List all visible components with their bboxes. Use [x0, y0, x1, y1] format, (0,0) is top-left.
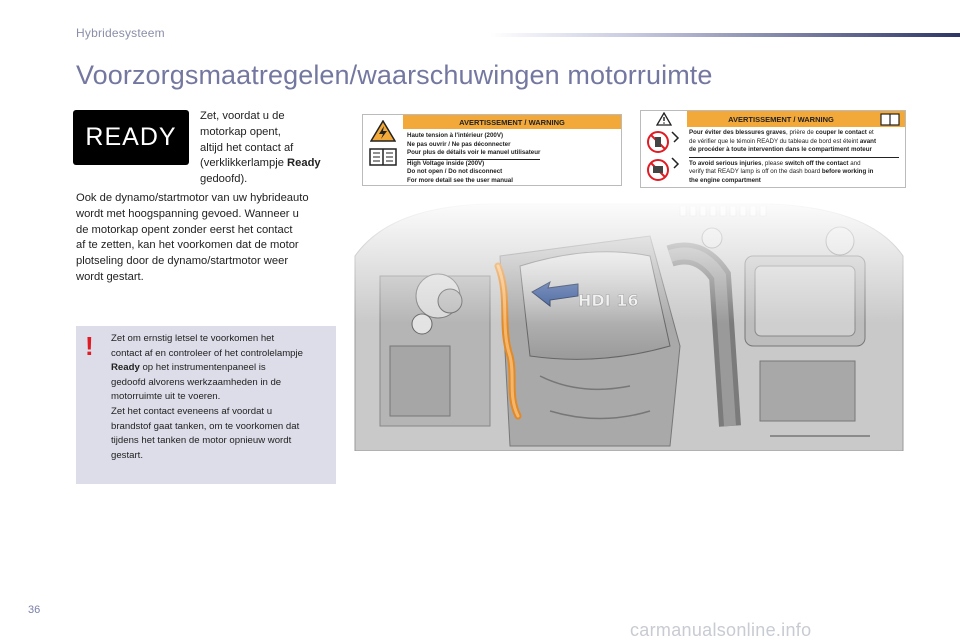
label-fragment: verify that READY lamp is off on the dash board — [689, 168, 821, 175]
label-fragment: Pour éviter des blessures graves — [689, 129, 786, 136]
ready-keyword: Ready — [111, 362, 140, 374]
high-voltage-triangle-icon — [370, 120, 396, 142]
label-fragment: couper le contact — [815, 129, 867, 136]
header-rule — [490, 33, 960, 37]
warning-line: gedoofd alvorens werkzaamheden in de — [111, 376, 282, 388]
label-header: AVERTISSEMENT / WARNING — [687, 111, 875, 127]
warning-line: motorruimte uit te voeren. — [111, 391, 221, 403]
ready-badge-label: READY — [85, 123, 177, 151]
label-line: For more detail see the user manual — [407, 176, 513, 184]
ready-indicator-badge — [73, 110, 189, 165]
label-fragment: the engine compartment — [689, 176, 761, 184]
paragraph-line: wordt gestart. — [76, 270, 144, 283]
warning-text-fragment: op het instrumentenpaneel is — [142, 362, 266, 374]
intro-line — [200, 156, 340, 172]
high-voltage-warning-label — [362, 114, 622, 186]
intro-line: motorkap opent, — [200, 125, 281, 138]
label-line: Do not open / Do not disconnect — [407, 168, 503, 175]
warning-line: Zet om ernstig letsel te voorkomen het — [111, 333, 275, 344]
intro-line: altijd het contact af — [200, 141, 294, 154]
watermark: carmanualsonline.info — [630, 620, 812, 640]
paragraph-line: de motorkap opent zonder eerst het contact — [76, 223, 293, 236]
label-fragment: de procéder à toute intervention dans le compartiment moteur — [689, 146, 872, 153]
ignition-key-prohibited-icon — [644, 128, 684, 184]
paragraph-line: plotseling door de dynamo/startmotor weer — [76, 255, 289, 268]
manual-book-icon — [369, 148, 397, 166]
label-fragment: , prière de — [786, 129, 814, 136]
warning-triangle-icon — [656, 112, 672, 126]
warning-line: gestart. — [111, 449, 143, 461]
hybrid-explanation-paragraph — [76, 191, 338, 286]
label-fragment: switch off the contact — [784, 159, 849, 167]
intro-line: Zet, voordat u de — [200, 110, 285, 122]
label-line: Ne pas ouvrir / Ne pas déconnecter — [407, 140, 511, 148]
warning-text — [111, 332, 331, 463]
paragraph-line: af te zetten, kan het voorkomen dat de motor — [76, 239, 299, 252]
intro-text-fragment: (verklikkerlampje — [200, 157, 284, 170]
warning-line: contact af en controleer of het controlelampje — [111, 347, 303, 359]
label-fragment: , please — [761, 159, 784, 167]
manual-book-icon — [880, 113, 900, 126]
label-line: Pour plus de détails voir le manuel utilisateur — [407, 149, 541, 156]
label-line: Haute tension à l'intérieur (200V) — [407, 132, 504, 139]
section-title: Hybridesysteem — [76, 26, 165, 40]
intro-text — [200, 109, 340, 188]
warning-line: Zet het contact eveneens af voordat u — [111, 405, 273, 417]
label-fragment: avant — [859, 137, 877, 145]
warning-line: tijdens het tanken de motor opnieuw wordt — [111, 435, 292, 447]
label-fragment: To avoid serious injuries — [689, 159, 762, 167]
label-fragment: and — [850, 159, 861, 167]
label-fragment: et — [868, 129, 874, 136]
label-fragment: before working in — [821, 168, 874, 175]
exclamation-icon: ! — [85, 331, 94, 361]
warning-line: brandstof gaat tanken, om te voorkomen dat — [111, 420, 300, 432]
warning-line — [111, 361, 331, 376]
paragraph-line: wordt met hoogspanning gevoed. Wanneer u — [76, 207, 299, 220]
label-line: High Voltage inside (200V) — [407, 159, 485, 167]
intro-line: gedoofd). — [200, 173, 248, 186]
page-title: Voorzorgsmaatregelen/waarschuwingen motorruimte — [76, 60, 713, 90]
paragraph-line: Ook de dynamo/startmotor van uw hybrideauto — [76, 192, 309, 204]
page-number: 36 — [28, 604, 41, 616]
label-header: AVERTISSEMENT / WARNING — [403, 115, 621, 129]
label-fragment: de vérifier que le témoin READY du tableau de bord est éteint — [689, 137, 859, 145]
ready-lamp-warning-label — [640, 110, 906, 188]
ready-keyword: Ready — [287, 157, 321, 170]
engine-compartment-illustration — [350, 196, 908, 451]
